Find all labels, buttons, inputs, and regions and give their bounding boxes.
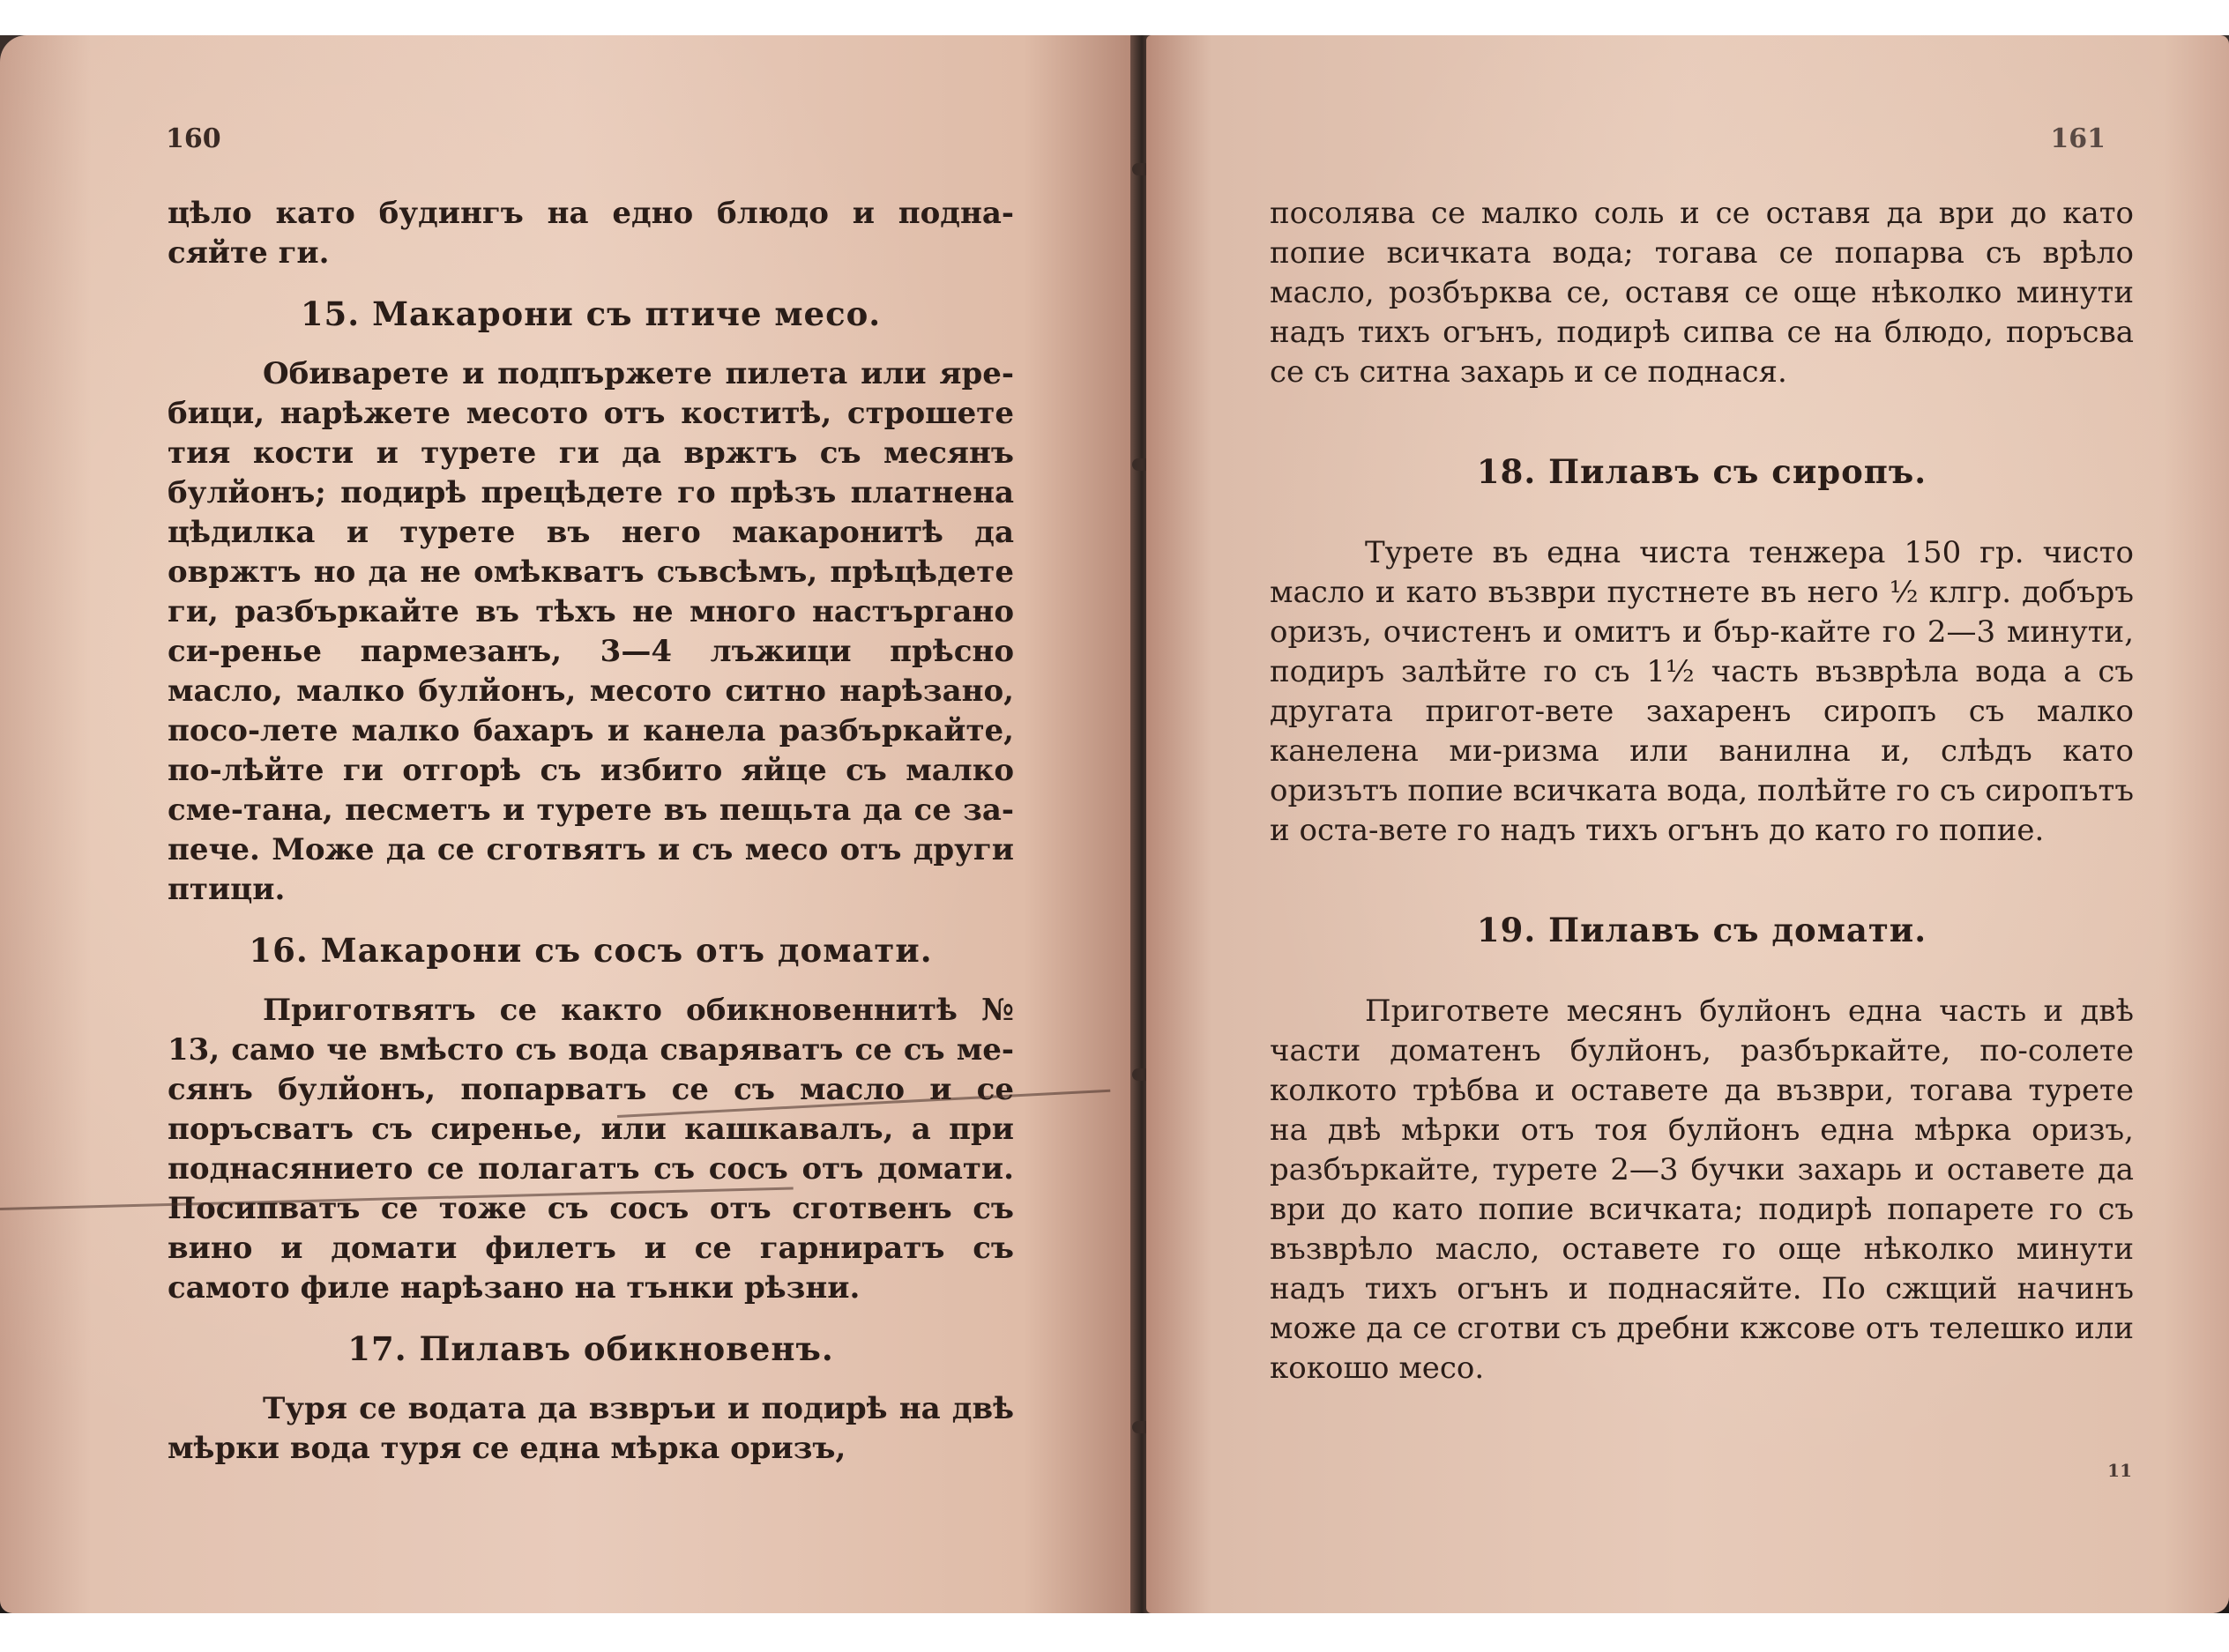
signature-mark: 11 bbox=[2107, 1460, 2132, 1481]
continuation-text-right: посолява се малко соль и се оставя да ври до като попие всичката вода; тогава се попарва съ врѣло масло, розбърква се, оставя се още нѣколко минути надъ тихъ огънъ, подирѣ сипва се на блюдо, поръсва се съ ситна захарь и се поднася. bbox=[1270, 196, 2134, 390]
recipe-17-title: 17. Пилавъ обикновенъ. bbox=[347, 1329, 834, 1368]
recipe-18-title: 18. Пилавъ съ сиропъ. bbox=[1476, 452, 1927, 491]
page-number-right: 161 bbox=[2050, 123, 2106, 154]
recipe-17-text: Туря се водата да взвръи и подирѣ на двѣ мѣрки вода туря се една мѣрка оризъ, bbox=[168, 1391, 1014, 1466]
left-text-column bbox=[168, 194, 1014, 1469]
page-number-left: 160 bbox=[166, 123, 221, 154]
right-page bbox=[1146, 35, 2229, 1613]
recipe-18-text: Турете въ една чиста тенжера 150 гр. чисто масло и като възври пустнете въ него ½ клгр. добъръ оризъ, очистенъ и омитъ и бър-кайте го 2—3 минути, подиръ залѣйте го съ 1½ часть възврѣла вода а съ другата пригот-вете захаренъ сиропъ съ малко канелена ми-ризма или ванилна и, слѣдъ като оризътъ попие всичката вода, полѣйте го съ сиропътъ и оста-вете го надъ тихъ огънъ до като го попие. bbox=[1270, 535, 2134, 848]
continuation-text-left: цѣло като будингъ на едно блюдо и подна-сяйте ги. bbox=[168, 196, 1014, 271]
recipe-16-text: Приготвятъ се както обикновеннитѣ № 13, само че вмѣсто съ вода сваряватъ се съ ме-сянъ булйонъ, попарватъ се съ масло и се поръсватъ съ сиренье, или кашкавалъ, а при поднасянието се полагатъ съ сосъ отъ домати. Посипватъ се тоже съ сосъ отъ сготвенъ съ вино и домати филетъ и се гарниратъ съ самото филе нарѣзано на тънки рѣзни. bbox=[168, 993, 1014, 1306]
left-page bbox=[0, 35, 1137, 1613]
right-text-column bbox=[1270, 194, 2134, 1388]
open-book bbox=[0, 35, 2229, 1613]
recipe-16-title: 16. Макарони съ сосъ отъ домати. bbox=[249, 931, 933, 970]
recipe-15-title: 15. Макарони съ птиче мeсо. bbox=[300, 294, 882, 333]
recipe-19-text: Пригответе месянъ булйонъ една часть и двѣ части доматенъ булйонъ, разбъркайте, по-солете колкото трѣбва и оставете да възври, тогава турете на двѣ мѣрки отъ тоя булйонъ една мѣрка оризъ, разбъркайте, турете 2—3 бучки захарь и оставете да ври до като попие всичката; подирѣ попарете го съ възврѣло масло, оставете го още нѣколко минути надъ тихъ огънъ и поднасяйте. По сжщий начинъ може да се сготви съ дребни кжсове отъ телешко или кокошо месо. bbox=[1270, 993, 2134, 1386]
recipe-19-title: 19. Пилавъ съ домати. bbox=[1476, 911, 1927, 949]
recipe-15-text: Обиварете и подпържете пилета или яре-бици, нарѣжете месото отъ коститѣ, строшете тия кости и турете ги да вржтъ съ месянъ булйонъ; подирѣ прецѣдете го прѣзъ платнена цѣдилка и турете въ него макаронитѣ да овржтъ но да не омѣкватъ съвсѣмъ, прѣцѣдете ги, разбъркайте въ тѣхъ не много настъргано си-ренье пармезанъ, 3—4 лъжици прѣсно масло, малко булйонъ, месото ситно нарѣзано, посо-лете малко бахаръ и канела разбъркайте, по-лѣйте ги отгорѣ съ избито яйце съ малко сме-тана, песметъ и турете въ пещьта да се за-пече. Може да се сготвятъ и съ месо отъ други птици. bbox=[168, 356, 1014, 907]
